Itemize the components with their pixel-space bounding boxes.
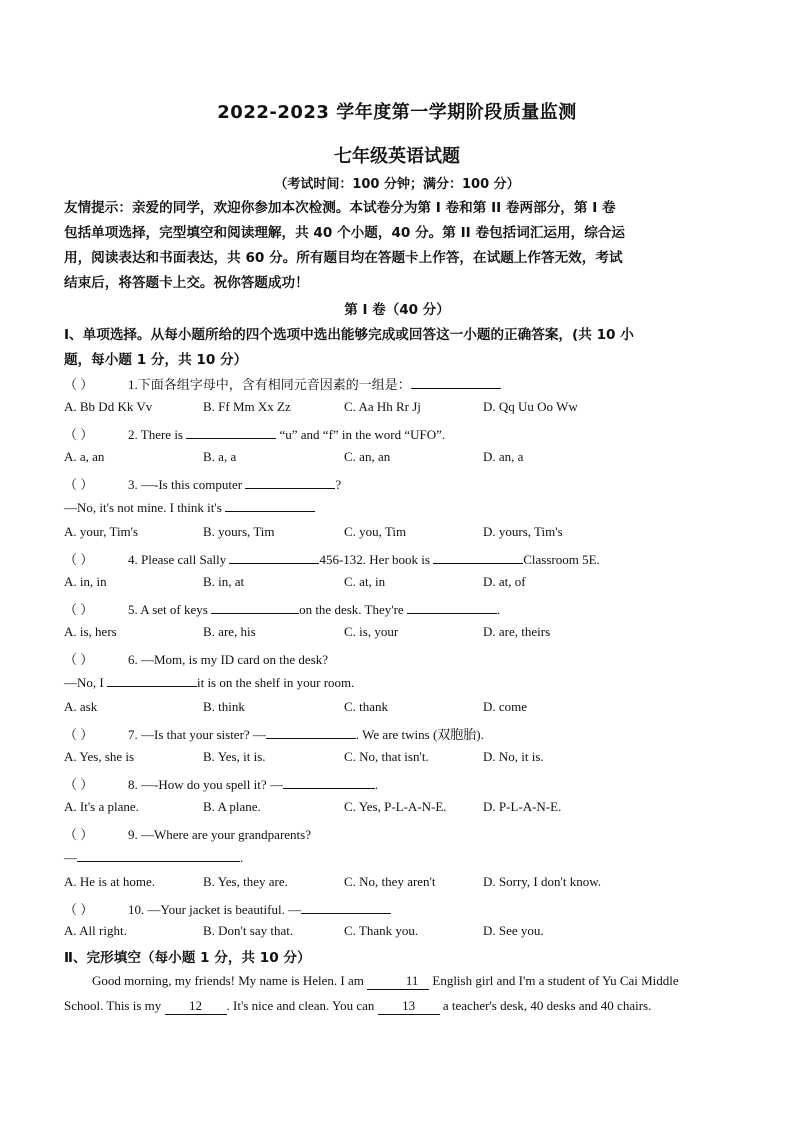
cloze-blank-12[interactable]: 12: [165, 998, 227, 1015]
question-stem: 1.下面各组字母中，含有相同元音因素的一组是：: [128, 377, 411, 392]
tip-line: 友情提示：亲爱的同学，欢迎你参加本次检测。本试卷分为第 I 卷和第 II 卷两部分，第 I 卷: [64, 200, 616, 216]
answer-blank[interactable]: [301, 901, 391, 914]
option-a[interactable]: A. is, hers: [64, 624, 117, 639]
question-stem: 10. —Your jacket is beautiful. —: [128, 902, 302, 917]
question-1: [64, 374, 501, 393]
question-10: [64, 899, 391, 918]
option-c[interactable]: C. Thank you.: [344, 923, 419, 938]
option-c[interactable]: C. No, they aren't: [344, 874, 436, 889]
option-d[interactable]: D. are, theirs: [483, 624, 551, 639]
answer-blank[interactable]: [245, 476, 335, 489]
question-stem: 2. There is: [128, 427, 187, 442]
answer-blank[interactable]: [266, 726, 356, 739]
tip-line: 用，阅读表达和书面表达，共 60 分。所有题目均在答题卡上作答，在试题上作答无效，考试: [64, 250, 623, 266]
answer-paren[interactable]: （ ）: [64, 727, 94, 742]
question-stem: 6. —Mom, is my ID card on the desk?: [128, 652, 329, 667]
answer-blank[interactable]: [411, 376, 501, 389]
reply-text: —No, I: [64, 675, 107, 690]
question-9-options: [64, 874, 744, 892]
question-stem: ?: [335, 477, 342, 492]
option-a[interactable]: A. in, in: [64, 574, 107, 589]
cloze-blank-13[interactable]: 13: [378, 998, 440, 1015]
option-c[interactable]: C. an, an: [344, 449, 391, 464]
answer-paren[interactable]: （ ）: [64, 827, 94, 842]
part1-title: 第 I 卷（40 分）: [344, 302, 450, 318]
answer-paren[interactable]: （ ）: [64, 602, 94, 617]
friendly-tip: [64, 196, 732, 296]
question-3: [64, 474, 341, 493]
question-6-options: [64, 699, 744, 717]
option-d[interactable]: D. Qq Uu Oo Ww: [483, 399, 578, 414]
question-stem: 7. —Is that your sister? —: [128, 727, 266, 742]
section1-instructions: [64, 323, 732, 373]
option-b[interactable]: B. think: [203, 699, 245, 714]
option-b[interactable]: B. Ff Mm Xx Zz: [203, 399, 291, 414]
tip-line: 包括单项选择，完型填空和阅读理解，共 40 个小题，40 分。第 II 卷包括词汇运用，综合运: [64, 225, 625, 241]
question-stem: 456-132. Her book is: [319, 552, 434, 567]
question-2-options: [64, 449, 744, 467]
option-b[interactable]: B. are, his: [203, 624, 256, 639]
question-1-options: [64, 399, 744, 417]
passage-text: a teacher's desk, 40 desks and 40 chairs.: [439, 998, 652, 1013]
section1-line: I、单项选择。从每小题所给的四个选项中选出能够完成或回答这一小题的正确答案，(共 10 小: [64, 327, 634, 343]
option-d[interactable]: D. yours, Tim's: [483, 524, 563, 539]
answer-paren[interactable]: （ ）: [64, 377, 94, 392]
reply-text: —No, it's not mine. I think it's: [64, 500, 226, 515]
answer-paren[interactable]: （ ）: [64, 902, 94, 917]
option-c[interactable]: C. No, that isn't.: [344, 749, 429, 764]
question-8: [64, 774, 378, 793]
question-2: [64, 424, 445, 443]
option-a[interactable]: A. Bb Dd Kk Vv: [64, 399, 153, 414]
section2-title: Ⅱ、完形填空（每小题 1 分，共 10 分）: [64, 950, 311, 966]
option-d[interactable]: D. P-L-A-N-E.: [483, 799, 562, 814]
question-4: [64, 549, 600, 568]
option-a[interactable]: A. a, an: [64, 449, 105, 464]
question-5: [64, 599, 500, 618]
option-a[interactable]: A. your, Tim's: [64, 524, 139, 539]
reply-text: it is on the shelf in your room.: [196, 675, 355, 690]
option-d[interactable]: D. come: [483, 699, 528, 714]
question-stem: 3. —-Is this computer: [128, 477, 246, 492]
tip-line: 结束后，将答题卡上交。祝你答题成功！: [64, 275, 309, 291]
option-b[interactable]: B. a, a: [203, 449, 237, 464]
option-a[interactable]: A. ask: [64, 699, 98, 714]
option-a[interactable]: A. All right.: [64, 923, 127, 938]
answer-blank[interactable]: [211, 601, 299, 614]
passage-text: School. This is my: [64, 998, 165, 1013]
question-stem: “u” and “f” in the word “UFO”.: [276, 427, 446, 442]
question-stem: 5. A set of keys: [128, 602, 212, 617]
option-d[interactable]: D. Sorry, I don't know.: [483, 874, 602, 889]
cloze-blank-11[interactable]: 11: [367, 973, 429, 990]
question-9: [64, 824, 311, 843]
reply-text: .: [240, 850, 244, 865]
exam-info: （考试时间：100 分钟；满分：100 分）: [274, 177, 520, 192]
question-9-reply: [64, 849, 243, 866]
question-10-options: [64, 923, 744, 941]
option-b[interactable]: B. Yes, they are.: [203, 874, 288, 889]
answer-paren[interactable]: （ ）: [64, 427, 94, 442]
question-7-options: [64, 749, 744, 767]
question-stem: .: [374, 777, 379, 792]
question-stem: 8. —-How do you spell it? —: [128, 777, 283, 792]
option-d[interactable]: D. at, of: [483, 574, 526, 589]
answer-blank[interactable]: [77, 849, 240, 862]
passage-text: Good morning, my friends! My name is Helen. I am: [92, 973, 368, 988]
passage-text: . It's nice and clean. You can: [226, 998, 378, 1013]
question-stem: on the desk. They're: [299, 602, 407, 617]
option-d[interactable]: D. an, a: [483, 449, 524, 464]
answer-paren[interactable]: （ ）: [64, 552, 94, 567]
option-b[interactable]: B. Yes, it is.: [203, 749, 266, 764]
answer-paren[interactable]: （ ）: [64, 777, 94, 792]
answer-blank[interactable]: [186, 426, 276, 439]
answer-blank[interactable]: [229, 551, 319, 564]
option-c[interactable]: C. Aa Hh Rr Jj: [344, 399, 421, 414]
option-b[interactable]: B. in, at: [203, 574, 245, 589]
option-d[interactable]: D. See you.: [483, 923, 544, 938]
reply-text: —: [64, 850, 77, 865]
exam-subtitle: 七年级英语试题: [334, 146, 460, 167]
option-b[interactable]: B. Don't say that.: [203, 923, 294, 938]
option-c[interactable]: C. Yes, P-L-A-N-E.: [344, 799, 447, 814]
question-stem: . We are twins (双胞胎).: [355, 727, 484, 742]
option-a[interactable]: A. Yes, she is: [64, 749, 135, 764]
option-a[interactable]: A. It's a plane.: [64, 799, 139, 814]
option-d[interactable]: D. No, it is.: [483, 749, 544, 764]
answer-paren[interactable]: （ ）: [64, 652, 94, 667]
question-3-options: [64, 524, 744, 542]
option-c[interactable]: C. thank: [344, 699, 389, 714]
cloze-passage-line: [64, 998, 732, 1015]
question-4-options: [64, 574, 744, 592]
question-5-options: [64, 624, 744, 642]
question-stem: .: [496, 602, 501, 617]
answer-blank[interactable]: [225, 499, 315, 512]
exam-title: 2022-2023 学年度第一学期阶段质量监测: [217, 102, 577, 123]
option-c[interactable]: C. you, Tim: [344, 524, 407, 539]
answer-blank[interactable]: [407, 601, 497, 614]
question-7: [64, 724, 484, 743]
option-b[interactable]: B. A plane.: [203, 799, 261, 814]
answer-blank[interactable]: [433, 551, 523, 564]
option-c[interactable]: C. is, your: [344, 624, 399, 639]
question-stem: 9. —Where are your grandparents?: [128, 827, 311, 842]
question-6: [64, 649, 328, 668]
question-6-reply: [64, 674, 354, 691]
section1-line: 题，每小题 1 分，共 10 分）: [64, 352, 248, 368]
answer-blank[interactable]: [107, 674, 197, 687]
passage-text: English girl and I'm a student of Yu Cai Middle: [429, 973, 679, 988]
question-stem: 4. Please call Sally: [128, 552, 230, 567]
option-b[interactable]: B. yours, Tim: [203, 524, 275, 539]
question-8-options: [64, 799, 744, 817]
option-c[interactable]: C. at, in: [344, 574, 386, 589]
question-stem: Classroom 5E.: [523, 552, 600, 567]
cloze-passage-line: [64, 973, 732, 990]
option-a[interactable]: A. He is at home.: [64, 874, 155, 889]
question-3-reply: [64, 499, 315, 516]
answer-paren[interactable]: （ ）: [64, 477, 94, 492]
answer-blank[interactable]: [283, 776, 375, 789]
